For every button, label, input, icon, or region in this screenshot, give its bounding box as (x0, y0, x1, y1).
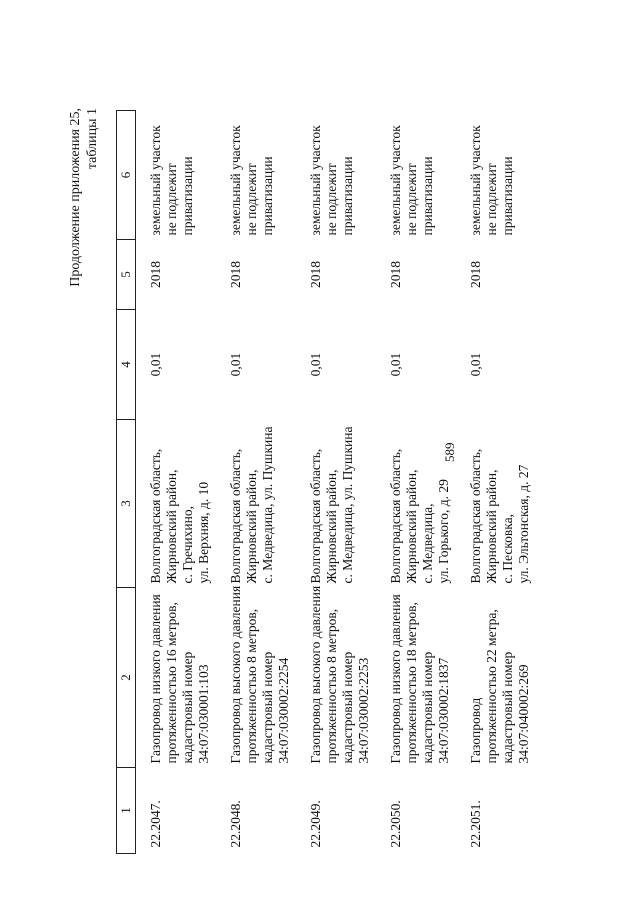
object-description-line: 34:07:040002:269 (516, 664, 531, 764)
object-note-line: земельный участок (468, 125, 483, 236)
object-description-line: протяженностью 8 метров, (244, 608, 259, 764)
object-description-line: кадастровый номер (180, 651, 195, 764)
object-note (456, 111, 536, 240)
table-row (296, 111, 376, 854)
object-description-line: Газопровод высокого давления (308, 585, 323, 764)
object-note-line: земельный участок (308, 125, 323, 236)
object-address-line: Волгоградская область, (148, 448, 163, 584)
object-description-line: 34:07:030002:1837 (436, 657, 451, 764)
object-address-line: Жирновский район, (164, 469, 179, 584)
object-note-line: не подлежит (324, 163, 339, 236)
object-description (136, 588, 217, 768)
table-row (136, 111, 217, 854)
object-year: 2018 (308, 261, 323, 288)
row-number: 22.2051. (468, 800, 483, 848)
property-table (116, 110, 536, 854)
object-note (376, 111, 456, 240)
object-note-line: приватизации (260, 156, 275, 236)
object-description-line: Газопровод высокого давления (228, 585, 243, 764)
object-description-line: протяженностью 22 метра, (484, 609, 499, 764)
row-number: 22.2047. (148, 800, 163, 848)
object-description (456, 588, 536, 768)
object-address-line: ул. Эльтонская, д. 27 (516, 464, 531, 584)
object-note-line: приватизации (180, 156, 195, 236)
object-address-line: Волгоградская область, (468, 448, 483, 584)
object-address (216, 420, 296, 588)
object-area: 0,01 (468, 352, 483, 377)
object-description-line: кадастровый номер (500, 651, 515, 764)
table-row (216, 111, 296, 854)
object-address-line: Волгоградская область, (308, 448, 323, 584)
object-address (136, 420, 217, 588)
caption-line-2: таблицы 1 (85, 108, 100, 170)
row-number: 22.2048. (228, 800, 243, 848)
object-address-line: с. Медведица, ул. Пушкина (260, 426, 275, 584)
object-description-line: Газопровод (468, 697, 483, 764)
object-description-line: кадастровый номер (420, 651, 435, 764)
object-note-line: приватизации (500, 156, 515, 236)
object-address (296, 420, 376, 588)
column-header-3: 3 (117, 420, 136, 588)
object-area: 0,01 (388, 352, 403, 377)
object-address-line: с. Медведица, (420, 503, 435, 584)
object-description-line: 34:07:030002:2254 (276, 657, 291, 764)
column-header-5: 5 (117, 240, 136, 310)
table-caption (67, 108, 101, 287)
object-description-line: 34:07:030001:103 (196, 664, 211, 764)
object-note-line: не подлежит (164, 163, 179, 236)
object-description-line: кадастровый номер (260, 651, 275, 764)
object-note (136, 111, 217, 240)
object-note-line: земельный участок (228, 125, 243, 236)
object-description-line: протяженностью 18 метров, (404, 602, 419, 764)
object-note (216, 111, 296, 240)
object-note-line: приватизации (340, 156, 355, 236)
object-address-line: Жирновский район, (484, 469, 499, 584)
table-row (456, 111, 536, 854)
object-description-line: кадастровый номер (340, 651, 355, 764)
object-description-line: протяженностью 8 метров, (324, 608, 339, 764)
object-description-line: 34:07:030002:2253 (356, 657, 371, 764)
object-year: 2018 (388, 261, 403, 288)
object-address-line: с. Медведица, ул. Пушкина (340, 426, 355, 584)
row-number: 22.2050. (388, 800, 403, 848)
object-description (296, 585, 376, 768)
object-address-line: Жирновский район, (244, 469, 259, 584)
object-address-line: с. Песковка, (500, 513, 515, 584)
object-address (456, 420, 536, 588)
object-note-line: не подлежит (404, 163, 419, 236)
column-header-2: 2 (117, 588, 136, 768)
object-description-line: Газопровод низкого давления (148, 594, 163, 764)
table-header-row (117, 111, 136, 854)
column-header-6: 6 (117, 111, 136, 240)
object-description (376, 588, 456, 768)
object-year: 2018 (228, 261, 243, 288)
object-description-line: протяженностью 16 метров, (164, 602, 179, 764)
object-address-line: Жирновский район, (404, 469, 419, 584)
object-note-line: приватизации (420, 156, 435, 236)
object-address-line: Волгоградская область, (228, 448, 243, 584)
object-description-line: Газопровод низкого давления (388, 594, 403, 764)
object-address-line: ул. Горького, д. 29 (436, 479, 451, 584)
object-area: 0,01 (228, 352, 243, 377)
object-note-line: не подлежит (484, 163, 499, 236)
object-area: 0,01 (308, 352, 323, 377)
object-description (216, 585, 296, 768)
row-number: 22.2049. (308, 800, 323, 848)
table-row (376, 111, 456, 854)
column-header-4: 4 (117, 310, 136, 420)
object-year: 2018 (148, 261, 163, 288)
object-note-line: не подлежит (244, 163, 259, 236)
object-address (376, 420, 456, 588)
object-address-line: Жирновский район, (324, 469, 339, 584)
object-note (296, 111, 376, 240)
caption-line-1: Продолжение приложения 25, (68, 108, 83, 287)
object-note-line: земельный участок (148, 125, 163, 236)
object-address-line: Волгоградская область, (388, 448, 403, 584)
object-area: 0,01 (148, 352, 163, 377)
table-body (136, 111, 537, 854)
object-address-line: ул. Верхняя, д. 10 (196, 481, 211, 584)
object-note-line: земельный участок (388, 125, 403, 236)
object-year: 2018 (468, 261, 483, 288)
object-address-line: с. Гречихино, (180, 506, 195, 584)
column-header-1: 1 (117, 768, 136, 854)
page-number: 589 (442, 442, 457, 462)
